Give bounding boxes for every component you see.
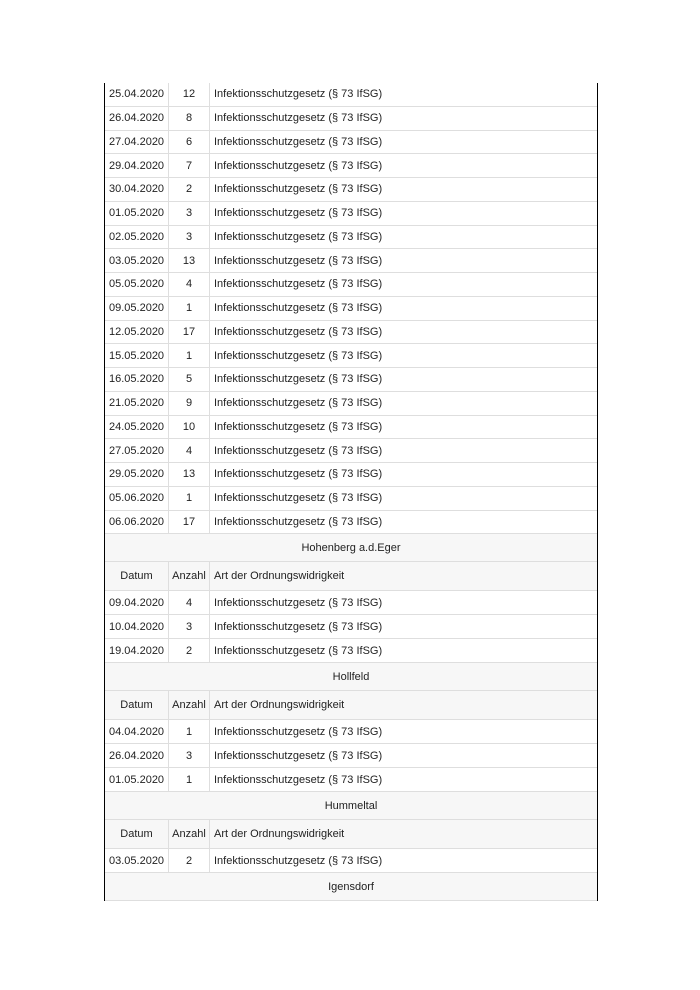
table-row xyxy=(105,344,597,368)
count-cell: 1 xyxy=(169,344,210,367)
date-cell: 05.06.2020 xyxy=(105,487,169,510)
date-cell: 12.05.2020 xyxy=(105,321,169,344)
date-cell: 09.04.2020 xyxy=(105,591,169,614)
table-row xyxy=(105,511,597,535)
table-row xyxy=(105,202,597,226)
date-cell: 05.05.2020 xyxy=(105,273,169,296)
date-cell: 01.05.2020 xyxy=(105,202,169,225)
municipality-heading xyxy=(105,873,597,901)
count-cell: 5 xyxy=(169,368,210,391)
municipality-name: Igensdorf xyxy=(328,880,374,893)
date-cell: 19.04.2020 xyxy=(105,639,169,662)
table-row xyxy=(105,131,597,155)
count-cell: 3 xyxy=(169,202,210,225)
date-cell: 04.04.2020 xyxy=(105,720,169,743)
violation-type-cell: Infektionsschutzgesetz (§ 73 IfSG) xyxy=(214,278,383,291)
table-row xyxy=(105,392,597,416)
date-cell: 01.05.2020 xyxy=(105,768,169,791)
date-cell: 09.05.2020 xyxy=(105,297,169,320)
date-cell: Datum xyxy=(105,562,169,590)
count-cell: Anzahl xyxy=(169,562,210,590)
table-row xyxy=(105,154,597,178)
municipality-heading xyxy=(105,792,597,820)
violation-type-cell: Infektionsschutzgesetz (§ 73 IfSG) xyxy=(214,183,383,196)
violation-type-cell: Infektionsschutzgesetz (§ 73 IfSG) xyxy=(214,207,383,220)
count-cell: 1 xyxy=(169,768,210,791)
violation-type-cell: Infektionsschutzgesetz (§ 73 IfSG) xyxy=(214,112,383,125)
violation-type-cell: Art der Ordnungswidrigkeit xyxy=(214,699,345,712)
table-row xyxy=(105,720,597,744)
violation-type-cell: Infektionsschutzgesetz (§ 73 IfSG) xyxy=(214,373,383,386)
violation-type-cell: Infektionsschutzgesetz (§ 73 IfSG) xyxy=(214,515,383,528)
violation-type-cell: Infektionsschutzgesetz (§ 73 IfSG) xyxy=(214,854,383,867)
date-cell: 10.04.2020 xyxy=(105,615,169,638)
date-cell: 21.05.2020 xyxy=(105,392,169,415)
table-row xyxy=(105,273,597,297)
data-table xyxy=(104,83,598,901)
count-cell: 3 xyxy=(169,615,210,638)
count-cell: 8 xyxy=(169,107,210,130)
violation-type-cell: Infektionsschutzgesetz (§ 73 IfSG) xyxy=(214,725,383,738)
violation-type-cell: Infektionsschutzgesetz (§ 73 IfSG) xyxy=(214,135,383,148)
column-header-row xyxy=(105,691,597,720)
column-header-row xyxy=(105,562,597,591)
date-cell: Datum xyxy=(105,691,169,719)
table-row xyxy=(105,368,597,392)
violation-type-cell: Infektionsschutzgesetz (§ 73 IfSG) xyxy=(214,444,383,457)
count-cell: 10 xyxy=(169,416,210,439)
table-row xyxy=(105,249,597,273)
violation-type-cell: Infektionsschutzgesetz (§ 73 IfSG) xyxy=(214,325,383,338)
violation-type-cell: Infektionsschutzgesetz (§ 73 IfSG) xyxy=(214,749,383,762)
table-row xyxy=(105,416,597,440)
violation-type-cell: Infektionsschutzgesetz (§ 73 IfSG) xyxy=(214,644,383,657)
violation-type-cell: Art der Ordnungswidrigkeit xyxy=(214,570,345,583)
count-cell: 4 xyxy=(169,273,210,296)
count-cell: 2 xyxy=(169,639,210,662)
count-cell: 2 xyxy=(169,178,210,201)
violation-type-cell: Infektionsschutzgesetz (§ 73 IfSG) xyxy=(214,596,383,609)
violation-type-cell: Infektionsschutzgesetz (§ 73 IfSG) xyxy=(214,420,383,433)
municipality-name: Hollfeld xyxy=(332,670,370,683)
violation-type-cell: Infektionsschutzgesetz (§ 73 IfSG) xyxy=(214,88,383,101)
date-cell: 29.04.2020 xyxy=(105,154,169,177)
count-cell: 17 xyxy=(169,511,210,534)
date-cell: 26.04.2020 xyxy=(105,107,169,130)
column-header-row xyxy=(105,820,597,849)
count-cell: 4 xyxy=(169,591,210,614)
count-cell: 4 xyxy=(169,439,210,462)
violation-type-cell: Infektionsschutzgesetz (§ 73 IfSG) xyxy=(214,159,383,172)
violation-type-cell: Infektionsschutzgesetz (§ 73 IfSG) xyxy=(214,254,383,267)
count-cell: 1 xyxy=(169,720,210,743)
table-row xyxy=(105,83,597,107)
count-cell: 1 xyxy=(169,487,210,510)
table-row xyxy=(105,744,597,768)
table-row xyxy=(105,768,597,792)
municipality-heading xyxy=(105,534,597,562)
count-cell: 7 xyxy=(169,154,210,177)
count-cell: Anzahl xyxy=(169,691,210,719)
date-cell: 02.05.2020 xyxy=(105,226,169,249)
count-cell: 13 xyxy=(169,463,210,486)
table-row xyxy=(105,487,597,511)
table-row xyxy=(105,849,597,873)
date-cell: 15.05.2020 xyxy=(105,344,169,367)
violation-type-cell: Infektionsschutzgesetz (§ 73 IfSG) xyxy=(214,230,383,243)
municipality-name: Hohenberg a.d.Eger xyxy=(301,541,401,554)
violation-type-cell: Art der Ordnungswidrigkeit xyxy=(214,828,345,841)
violation-type-cell: Infektionsschutzgesetz (§ 73 IfSG) xyxy=(214,620,383,633)
table-row xyxy=(105,321,597,345)
violation-type-cell: Infektionsschutzgesetz (§ 73 IfSG) xyxy=(214,773,383,786)
count-cell: 6 xyxy=(169,131,210,154)
table-row xyxy=(105,615,597,639)
table-row xyxy=(105,297,597,321)
count-cell: 3 xyxy=(169,744,210,767)
count-cell: 2 xyxy=(169,849,210,872)
violation-type-cell: Infektionsschutzgesetz (§ 73 IfSG) xyxy=(214,302,383,315)
count-cell: 1 xyxy=(169,297,210,320)
date-cell: 30.04.2020 xyxy=(105,178,169,201)
count-cell: 13 xyxy=(169,249,210,272)
table-row xyxy=(105,439,597,463)
table-row xyxy=(105,226,597,250)
count-cell: 12 xyxy=(169,83,210,106)
violation-type-cell: Infektionsschutzgesetz (§ 73 IfSG) xyxy=(214,349,383,362)
count-cell: 17 xyxy=(169,321,210,344)
date-cell: 24.05.2020 xyxy=(105,416,169,439)
violation-type-cell: Infektionsschutzgesetz (§ 73 IfSG) xyxy=(214,468,383,481)
date-cell: Datum xyxy=(105,820,169,848)
table-row xyxy=(105,591,597,615)
date-cell: 03.05.2020 xyxy=(105,249,169,272)
table-row xyxy=(105,639,597,663)
date-cell: 27.05.2020 xyxy=(105,439,169,462)
date-cell: 29.05.2020 xyxy=(105,463,169,486)
municipality-heading xyxy=(105,663,597,691)
count-cell: Anzahl xyxy=(169,820,210,848)
violation-type-cell: Infektionsschutzgesetz (§ 73 IfSG) xyxy=(214,492,383,505)
date-cell: 06.06.2020 xyxy=(105,511,169,534)
count-cell: 3 xyxy=(169,226,210,249)
date-cell: 16.05.2020 xyxy=(105,368,169,391)
date-cell: 03.05.2020 xyxy=(105,849,169,872)
table-row xyxy=(105,107,597,131)
date-cell: 27.04.2020 xyxy=(105,131,169,154)
table-row xyxy=(105,463,597,487)
municipality-name: Hummeltal xyxy=(324,799,378,812)
date-cell: 26.04.2020 xyxy=(105,744,169,767)
count-cell: 9 xyxy=(169,392,210,415)
table-row xyxy=(105,178,597,202)
violation-type-cell: Infektionsschutzgesetz (§ 73 IfSG) xyxy=(214,397,383,410)
date-cell: 25.04.2020 xyxy=(105,83,169,106)
